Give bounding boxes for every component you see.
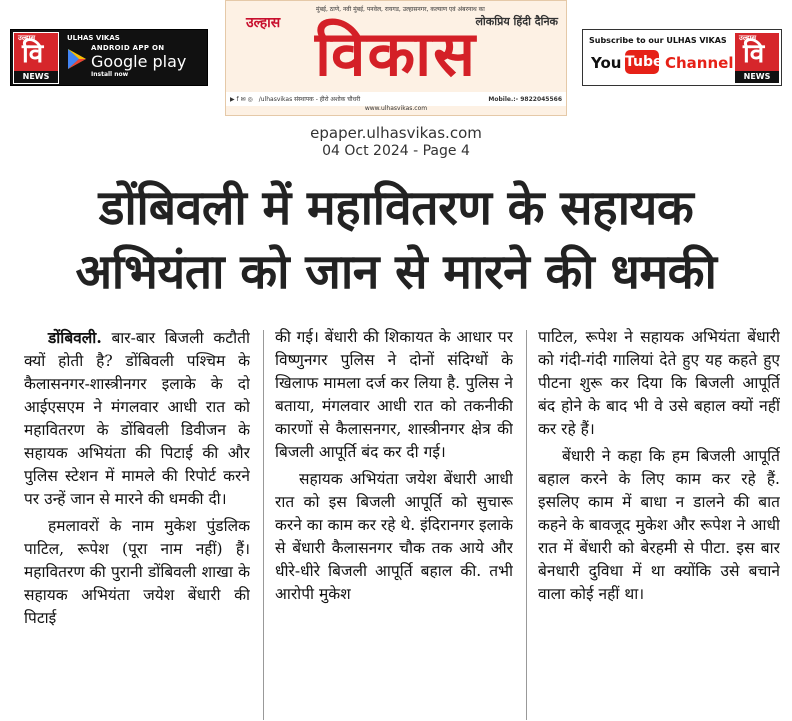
article-column-1 — [24, 326, 250, 721]
masthead-title: विकास — [314, 17, 478, 90]
column-divider — [526, 330, 527, 720]
youtube-channel-label: Channel — [665, 54, 734, 72]
google-play-icon — [67, 48, 87, 70]
ulhas-vikas-news-logo: उल्हास वि NEWS — [734, 32, 780, 84]
headline-line-1: डोंबिवली में महावितरण के सहायक — [98, 180, 694, 236]
article-column-2 — [275, 326, 513, 721]
ulhas-vikas-news-logo: उल्हास वि NEWS — [13, 32, 59, 84]
masthead-editor: /ulhasvikas संस्थापक - हीरो अशोक चौधरी — [258, 96, 361, 103]
youtube-channel-promo[interactable] — [582, 29, 782, 86]
google-play-promo[interactable] — [10, 29, 208, 86]
article-paragraph: सहायक अभियंता जयेश बेंधारी आधी रात को इस बिजली आपूर्ति को सुचारू करने का काम कर रहे थे. इंदिरानगर इलाके से बेंधारी कैलासनगर चौक तक आये और धीरे-धीरे बिजली आपूर्ति बहाल की. तभी आरोपी मुकेश — [275, 470, 513, 603]
masthead-mobile: Mobile.:- 9822045566 — [488, 95, 562, 103]
masthead-tagline: लोकप्रिय हिंदी दैनिक — [475, 15, 558, 28]
promo-brand: ULHAS VIKAS — [67, 34, 120, 42]
masthead-cities: मुंबई, ठाणे, नवी मुंबई, पनवेल, रायगड, उल्हासनगर, कल्याण एवं अंबरनाथ का — [316, 6, 485, 13]
social-icons: ▶ f ✉ ◎ — [230, 95, 253, 103]
google-play-label: Google play — [91, 52, 187, 71]
masthead-info-strip — [226, 92, 566, 106]
article-paragraph: पाटिल, रूपेश ने सहायक अभियंता बेंधारी को गंदी-गंदी गालियां देते हुए यह कहते हुए पीटना शुरू कर दिया कि बिजली आपूर्ति बंद होने के बाद भी वे उसे बहाल क्यों नहीं कर रहे हैं। — [538, 328, 780, 438]
article-paragraph: बेंधारी ने कहा कि हम बिजली आपूर्ति बहाल करने के लिए काम कर रहे हैं. इसलिए काम में बाधा न डालने की बात कहने के बावजूद मुकेश और रूपेश ने आधी रात में बेंधारी को बेरहमी से पीटा. इस बार बेनधारी दुविधा में था क्योंकि उसे बचाने वाला कोई नहीं था। — [538, 447, 780, 603]
column-divider — [263, 330, 264, 720]
subscribe-label: Subscribe to our ULHAS VIKAS — [589, 36, 727, 45]
epaper-meta — [0, 124, 792, 160]
masthead — [225, 0, 567, 116]
youtube-you: You — [591, 54, 622, 72]
article-body — [24, 326, 780, 721]
install-now-label: Install now — [91, 71, 129, 78]
headline-line-2: अभियंता को जान से मारने की धमकी — [75, 244, 717, 300]
article-paragraph: की गई। बेंधारी की शिकायत के आधार पर विष्णुनगर पुलिस ने दोनों संदिग्धों के खिलाफ मामला दर्ज कर लिया है. पुलिस ने बताया, मंगलवार आधी रात को तकनीकी कारणों से कैलासनगर, शास्त्रीनगर क्षेत्र की बिजली आपूर्ति बंद कर दी गई। — [275, 328, 513, 461]
google-play-badge[interactable] — [63, 34, 203, 82]
article-paragraph: डोंबिवली. बार-बार बिजली कटौती क्यों होती है? डोंबिवली पश्चिम के कैलासनगर-शास्त्रीनगर इलाके के दो आईएसएम ने मंगलवार आधी रात को महावितरण के डोंबिवली डिवीजन के सहायक अभियंता की पिटाई की और पुलिस स्टेशन में मामले की रिपोर्ट करने पर उन्हें जान से मारने की धमकी दी। — [24, 328, 250, 508]
android-app-label: ANDROID APP ON — [91, 44, 165, 52]
epaper-date: 04 Oct 2024 - Page 4 — [322, 143, 470, 159]
masthead-ulhas: उल्हास — [246, 15, 281, 31]
article-headline — [0, 176, 792, 304]
dateline: डोंबिवली. — [48, 328, 102, 347]
article-paragraph: हमलावरों के नाम मुकेश पुंडलिक पाटिल, रूपेश (पूरा नाम नहीं) हैं। महावितरण की पुरानी डोंबिवली शाखा के सहायक अभियंता जयेश बेंधारी की पिटाई — [24, 517, 250, 627]
epaper-site[interactable]: epaper.ulhasvikas.com — [310, 124, 482, 142]
youtube-tube-icon: Tube — [625, 50, 659, 74]
masthead-url[interactable]: www.ulhasvikas.com — [364, 105, 428, 112]
newspaper-header — [0, 0, 792, 120]
article-column-3 — [538, 326, 780, 721]
